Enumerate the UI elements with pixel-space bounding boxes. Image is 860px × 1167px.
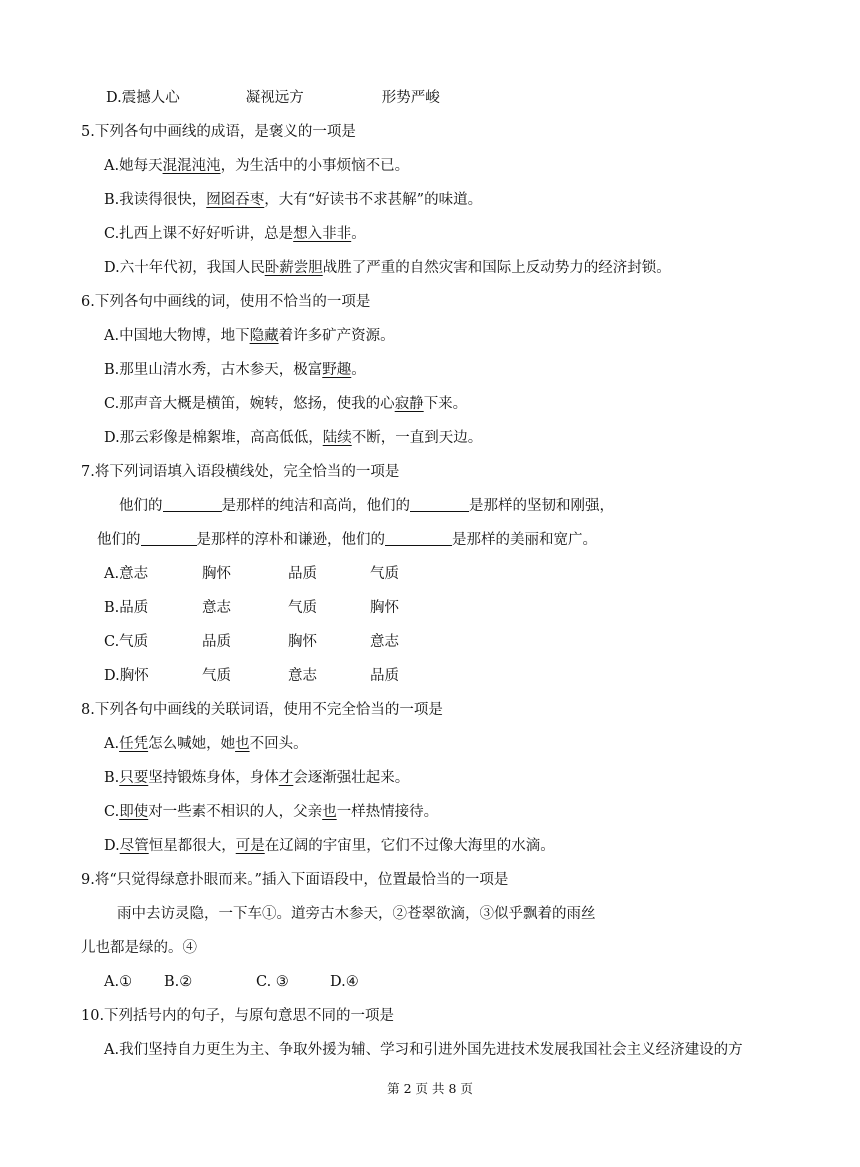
underlined-idiom: 混混沌沌 <box>162 158 221 174</box>
q5-option-c: C.扎西上课不好好听讲，总是想入非非。 <box>104 226 366 242</box>
fill-blank <box>141 531 197 546</box>
q5-option-d: D.六十年代初，我国人民卧薪尝胆战胜了严重的自然灾害和国际上反动势力的经济封锁。 <box>104 260 671 276</box>
q6-option-a: A.中国地大物博，地下隐藏着许多矿产资源。 <box>104 328 395 344</box>
question-7-stem: 7.将下列词语填入语段横线处，完全恰当的一项是 <box>81 464 400 480</box>
option-word: 形势严峻 <box>381 90 440 106</box>
question-6-stem: 6.下列各句中画线的词，使用不恰当的一项是 <box>81 294 371 310</box>
page-footer: 第 2 页 共 8 页 <box>387 1081 473 1096</box>
q5-option-a: A.她每天混混沌沌，为生活中的小事烦恼不已。 <box>104 158 410 174</box>
q7-passage-line-1: 他们的 是那样的纯洁和高尚，他们的 是那样的坚韧和刚强， <box>119 498 614 514</box>
fill-blank <box>385 531 452 546</box>
q5-option-b: B.我读得很快，囫囵吞枣，大有“好读书不求甚解”的味道。 <box>104 192 483 208</box>
q6-option-d: D.那云彩像是棉絮堆，高高低低，陆续不断，一直到天边。 <box>104 430 483 446</box>
option-b: B.② <box>164 974 193 990</box>
underlined-word: 陆续 <box>322 430 352 446</box>
q10-option-a: A.我们坚持自力更生为主、争取外援为辅、学习和引进外国先进技术发展我国社会主义经济建设的方 <box>104 1042 743 1058</box>
q9-passage-line-1: 雨中去访灵隐，一下车①。道旁古木参天，②苍翠欲滴，③似乎飘着的雨丝 <box>117 906 596 922</box>
q8-option-a: A.任凭怎么喊她，她也不回头。 <box>104 736 308 752</box>
q8-option-b: B.只要坚持锻炼身体，身体才会逐渐强壮起来。 <box>104 770 410 786</box>
q6-option-c: C.那声音大概是横笛，婉转，悠扬，使我的心寂静下来。 <box>104 396 468 412</box>
option-word: 凝视远方 <box>245 90 304 106</box>
fill-blank <box>410 497 469 512</box>
q6-option-b: B.那里山清水秀，古木参天，极富野趣。 <box>104 362 366 378</box>
option-label: D.震撼人心 <box>106 90 180 106</box>
underlined-idiom: 卧薪尝胆 <box>264 260 323 276</box>
option-d: D.④ <box>330 974 359 990</box>
q7-passage-line-2: 他们的 是那样的淳朴和谦逊，他们的 是那样的美丽和宽广。 <box>97 532 597 548</box>
underlined-word: 隐藏 <box>249 328 279 344</box>
underlined-word: 野趣 <box>322 362 352 378</box>
q9-passage-line-2: 儿也都是绿的。④ <box>81 940 197 956</box>
question-10-stem: 10.下列括号内的句子，与原句意思不同的一项是 <box>81 1008 395 1024</box>
question-9-stem: 9.将“只觉得绿意扑眼而来。”插入下面语段中，位置最恰当的一项是 <box>81 872 509 888</box>
q8-option-d: D.尽管恒星都很大，可是在辽阔的宇宙里，它们不过像大海里的水滴。 <box>104 838 555 854</box>
option-c: C. ③ <box>256 974 289 990</box>
fill-blank <box>163 497 222 512</box>
underlined-idiom: 囫囵吞枣 <box>206 192 265 208</box>
question-8-stem: 8.下列各句中画线的关联词语，使用不完全恰当的一项是 <box>81 702 443 718</box>
underlined-word: 寂静 <box>394 396 424 412</box>
q4-option-d <box>106 88 440 108</box>
q8-option-c: C.即使对一些素不相识的人，父亲也一样热情接待。 <box>104 804 439 820</box>
option-a: A.① <box>104 974 133 990</box>
question-5-stem: 5.下列各句中画线的成语，是褒义的一项是 <box>81 124 356 140</box>
underlined-idiom: 想入非非 <box>293 226 352 242</box>
